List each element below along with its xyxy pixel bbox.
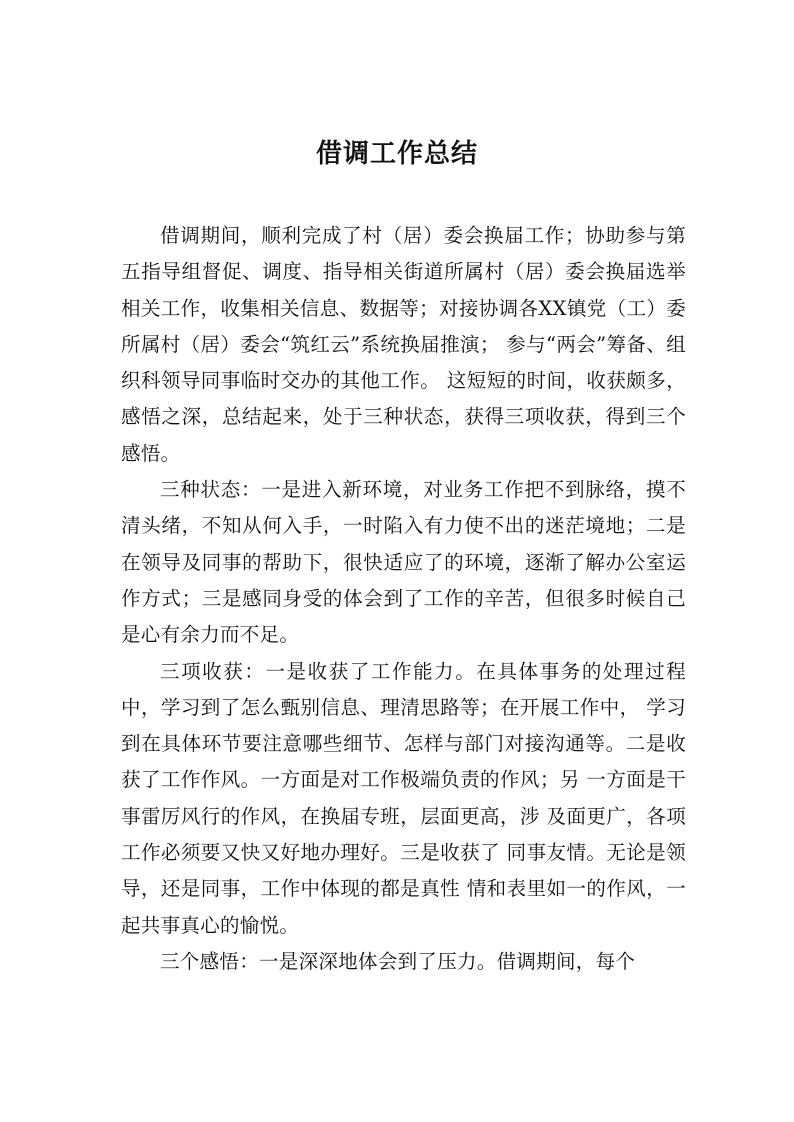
- paragraph-three-gains: 三项收获：一是收获了工作能力。在具体事务的处理过程中，学习到了怎么甄别信息、理清思路等；在开展工作中， 学习到在具体环节要注意哪些细节、怎样与部门对接沟通等。二是收获了工作作风。一方面是对工作极端负责的作风；另 一方面是干事雷厉风行的作风，在换届专班，层面更高，涉 及面更广，各项工作必须要又快又好地办理好。三是收获了 同事友情。无论是领导，还是同事，工作中体现的都是真性 情和表里如一的作风，一起共事真心的愉悦。: [121, 659, 686, 937]
- document-title: 借调工作总结: [315, 139, 478, 169]
- paragraph-three-states: 三种状态：一是进入新环境，对业务工作把不到脉络，摸不清头绪，不知从何入手，一时陷入有力使不出的迷茫境地；二是在领导及同事的帮助下，很快适应了的环境，逐渐了解办公室运作方式；三是感同身受的体会到了工作的辛苦，但很多时候自己是心有余力而不足。: [121, 478, 686, 647]
- paragraph-three-insights: 三个感悟：一是深深地体会到了压力。借调期间，每个: [160, 949, 636, 973]
- paragraph-overview: 借调期间，顺利完成了村（居）委会换届工作；协助参与第五指导组督促、调度、指导相关街道所属村（居）委会换届选举相关工作，收集相关信息、数据等；对接协调各XX镇党（工）委所属村（居）委会“筑红云”系统换届推演； 参与“两会”筹备、组织科领导同事临时交办的其他工作。 这短短的时间，收获颇多，感悟之深，总结起来，处于三种状态，获得三项收获，得到三个感悟。: [121, 224, 686, 465]
- document-body: [121, 218, 686, 980]
